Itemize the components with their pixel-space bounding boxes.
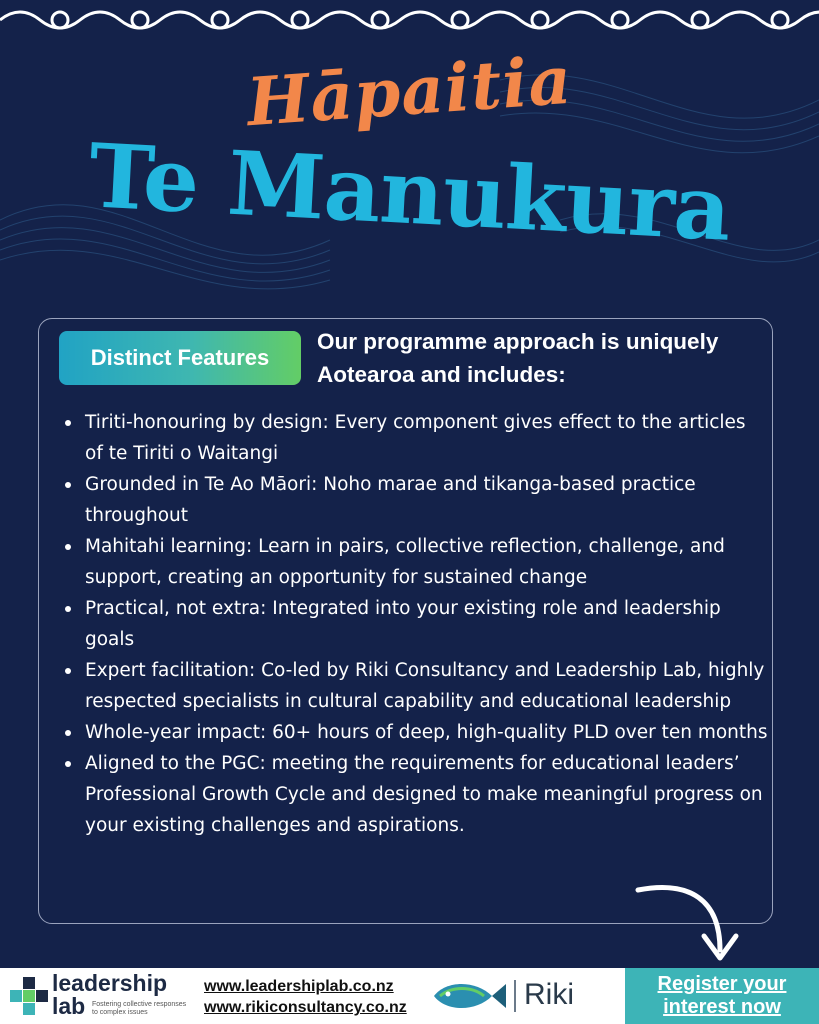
title-te-manukura: Te Manukura <box>86 123 733 261</box>
riki-wordmark: Riki <box>524 978 574 1011</box>
leadership-lab-logo-icon <box>10 977 48 1015</box>
riki-fish-logo-icon <box>430 976 510 1016</box>
programme-intro: Our programme approach is uniquely Aotearoa and includes: <box>317 329 719 387</box>
footer-links <box>204 976 407 1018</box>
leadership-lab-tagline: Fostering collective responses to complex issues <box>92 1001 187 1016</box>
register-line-1: Register your <box>657 973 787 995</box>
feature-item: Mahitahi learning: Learn in pairs, collective reflection, challenge, and support, creating an opportunity for sustained change <box>65 531 769 593</box>
feature-item: Whole-year impact: 60+ hours of deep, high-quality PLD over ten months <box>65 717 769 748</box>
feature-item: Expert facilitation: Co-led by Riki Consultancy and Leadership Lab, highly respected specialists in cultural capability and educational leadership <box>65 655 769 717</box>
feature-item: Grounded in Te Ao Māori: Noho marae and tikanga-based practice throughout <box>65 469 769 531</box>
leadership-lab-wordmark: leadership lab <box>52 970 168 1019</box>
feature-item: Practical, not extra: Integrated into your existing role and leadership goals <box>65 593 769 655</box>
curved-arrow-icon <box>620 880 760 970</box>
riki-divider <box>514 980 516 1012</box>
feature-item: Tiriti-honouring by design: Every component gives effect to the articles of te Tiriti o Waitangi <box>65 407 769 469</box>
leadershiplab-link[interactable]: www.leadershiplab.co.nz <box>204 978 394 995</box>
features-card <box>38 318 773 924</box>
footer-bar <box>0 968 819 1024</box>
title-hapaitia: Hāpaitia <box>244 40 575 142</box>
register-line-2: interest now <box>663 996 781 1018</box>
rikiconsultancy-link[interactable]: www.rikiconsultancy.co.nz <box>204 999 407 1016</box>
feature-item: Aligned to the PGC: meeting the requirements for educational leaders’ Professional Growth Cycle and designed to make meaningful progress on your existing challenges and aspirations. <box>65 748 769 841</box>
distinct-features-badge: Distinct Features <box>59 331 301 385</box>
features-list <box>65 407 769 841</box>
register-interest-button[interactable] <box>625 968 819 1024</box>
